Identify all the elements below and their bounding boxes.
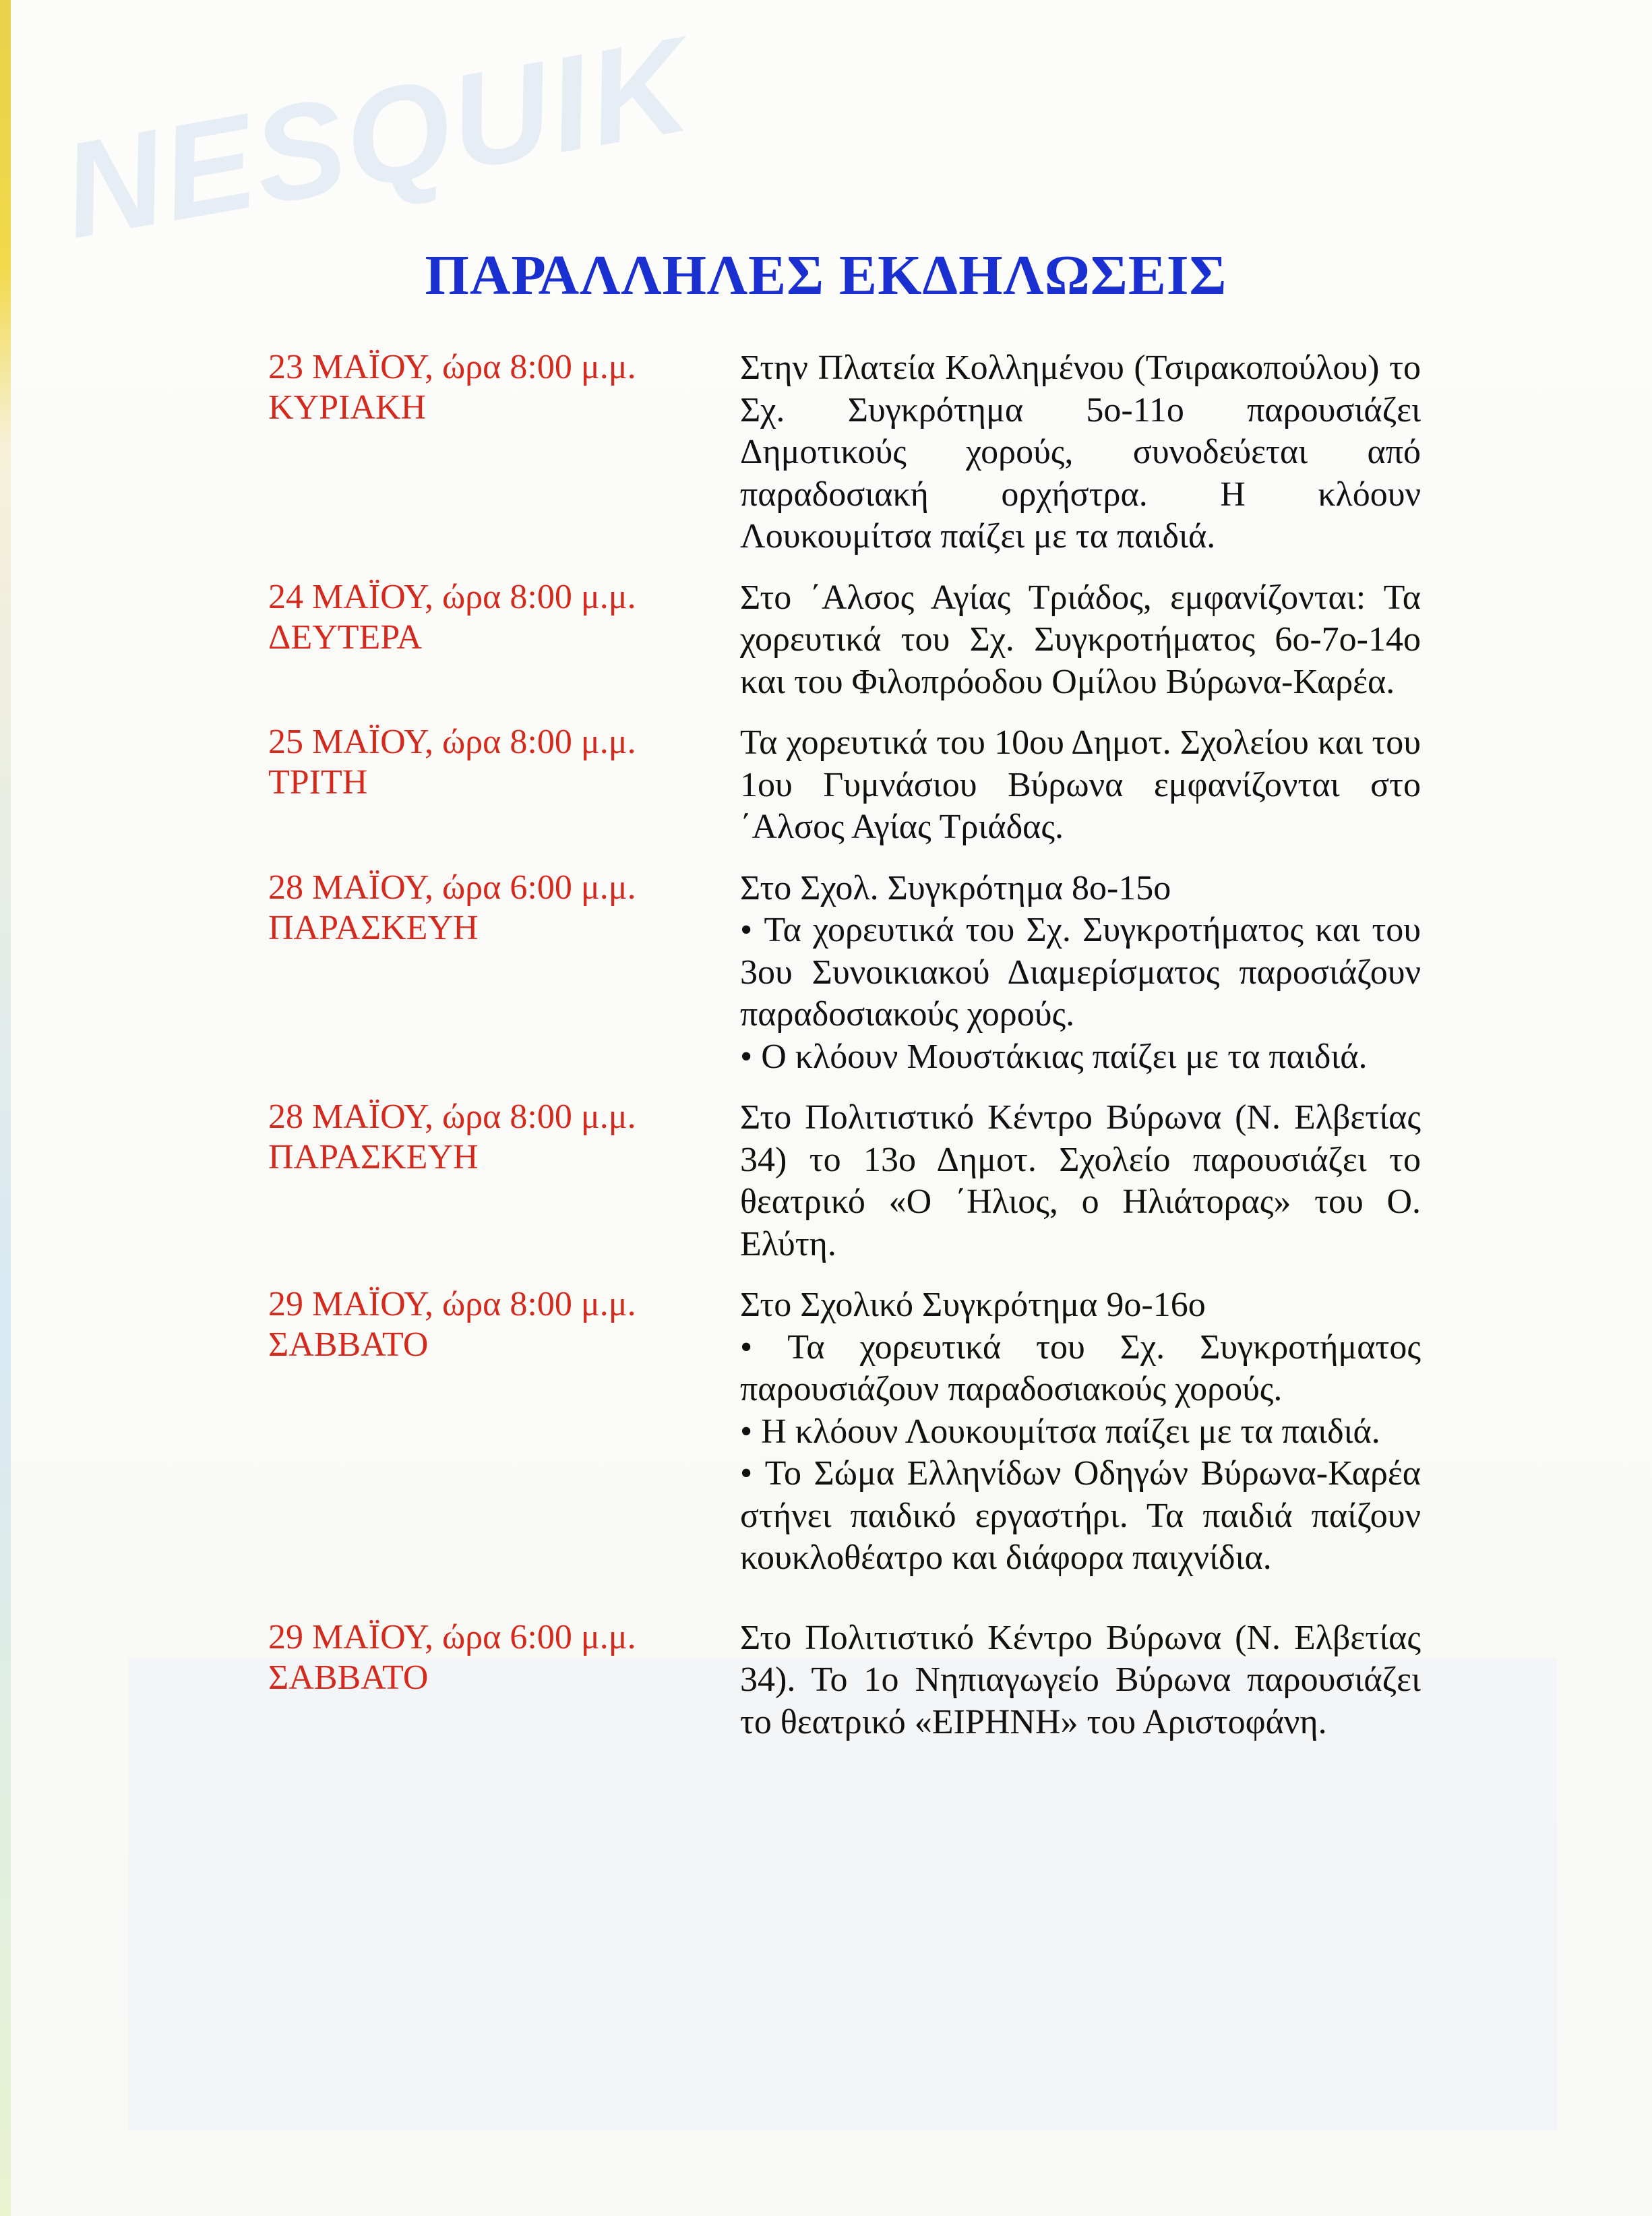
event-date: 23 ΜΑΪΟΥ, ώρα 8:00 μ.μ.: [268, 348, 636, 386]
event-day: ΔΕΥΤΕΡΑ: [268, 618, 423, 657]
event-when: [268, 722, 740, 849]
event-date: 29 ΜΑΪΟΥ, ώρα 6:00 μ.μ.: [268, 1617, 636, 1656]
event-paragraph: Στο Σχολικό Συγκρότημα 9ο-16ο: [740, 1286, 1206, 1324]
page-title: ΠΑΡΑΛΛΗΛΕΣ ΕΚΔΗΛΩΣΕΙΣ: [425, 244, 1227, 307]
event-when: [268, 1284, 740, 1580]
event-date: 29 ΜΑΪΟΥ, ώρα 8:00 μ.μ.: [268, 1285, 636, 1323]
event-description: [740, 1284, 1421, 1580]
event-description: [740, 1617, 1421, 1744]
event-description: [740, 577, 1421, 704]
brand-watermark: NESQUIK: [52, 9, 702, 267]
event-date: 25 ΜΑΪΟΥ, ώρα 8:00 μ.μ.: [268, 723, 636, 761]
event-paragraph: Στο ΄Αλσος Αγίας Τριάδος, εμφανίζονται: Τα χορευτικά του Σχ. Συγκροτήματος 6ο-7ο-14ο και του Φιλοπρόοδου Ομίλου Βύρωνα-Καρέα.: [740, 578, 1421, 701]
event-item: [268, 577, 1441, 704]
event-description: [740, 868, 1421, 1079]
event-item: [268, 347, 1441, 558]
event-bullet: • Το Σώμα Ελληνίδων Οδηγών Βύρωνα-Καρέα στήνει παιδικό εργαστήρι. Τα παιδιά παίζουν κουκλοθέατρο και διάφορα παιχνίδια.: [740, 1453, 1421, 1580]
event-paragraph: Στο Πολιτιστικό Κέντρο Βύρωνα (Ν. Ελβετίας 34). Το 1ο Νηπιαγωγείο Βύρωνα παρουσιάζει το θεατρικό «ΕΙΡΗΝΗ» του Αριστοφάνη.: [740, 1618, 1421, 1741]
event-day: ΤΡΙΤΗ: [268, 763, 368, 802]
page-edge-strip: [0, 0, 11, 2216]
event-when: [268, 868, 740, 1079]
event-description: [740, 722, 1421, 849]
event-item: [268, 1617, 1441, 1744]
event-paragraph: Στο Σχολ. Συγκρότημα 8ο-15ο: [740, 868, 1171, 907]
event-description: [740, 1097, 1421, 1265]
event-when: [268, 347, 740, 558]
event-date: 24 ΜΑΪΟΥ, ώρα 8:00 μ.μ.: [268, 577, 636, 616]
event-description: [740, 347, 1421, 558]
event-item: [268, 722, 1441, 849]
event-paragraph: Τα χορευτικά του 10ου Δημοτ. Σχολείου και του 1ου Γυμνάσιου Βύρωνα εμφανίζονται στο ΄Αλσος Αγίας Τριάδας.: [740, 723, 1421, 846]
event-bullet: • Τα χορευτικά του Σχ. Συγκροτήματος παρουσιάζουν παραδοσιακούς χορούς.: [740, 1327, 1421, 1411]
event-date: 28 ΜΑΪΟΥ, ώρα 8:00 μ.μ.: [268, 1098, 636, 1136]
event-item: [268, 1097, 1441, 1265]
event-item: [268, 868, 1441, 1079]
event-day: ΚΥΡΙΑΚΗ: [268, 388, 426, 427]
event-bullet: • Η κλόουν Λουκουμίτσα παίζει με τα παιδιά.: [740, 1411, 1421, 1454]
events-list: [268, 347, 1441, 1743]
event-when: [268, 1617, 740, 1744]
event-when: [268, 577, 740, 704]
event-day: ΣΑΒΒΑΤΟ: [268, 1658, 429, 1697]
event-item: [268, 1284, 1441, 1580]
event-day: ΠΑΡΑΣΚΕΥΗ: [268, 1138, 479, 1176]
event-bullet: • Ο κλόουν Μουστάκιας παίζει με τα παιδιά.: [740, 1036, 1421, 1079]
event-paragraph: Στο Πολιτιστικό Κέντρο Βύρωνα (Ν. Ελβετίας 34) το 13ο Δημοτ. Σχολείο παρουσιάζει το θεατρικό «Ο ΄Ηλιος, ο Ηλιάτορας» του Ο. Ελύτη.: [740, 1098, 1421, 1263]
event-when: [268, 1097, 740, 1265]
event-day: ΠΑΡΑΣΚΕΥΗ: [268, 908, 479, 947]
event-day: ΣΑΒΒΑΤΟ: [268, 1325, 429, 1364]
event-date: 28 ΜΑΪΟΥ, ώρα 6:00 μ.μ.: [268, 868, 636, 907]
event-bullet: • Τα χορευτικά του Σχ. Συγκροτήματος και του 3ου Συνοικιακού Διαμερίσματος παροσιάζουν παραδοσιακούς χορούς.: [740, 909, 1421, 1036]
event-paragraph: Στην Πλατεία Κολλημένου (Τσιρακοπούλου) το Σχ. Συγκρότημα 5ο-11ο παρουσιάζει Δημοτικούς χορούς, συνοδεύεται από παραδοσιακή ορχήστρα. Η κλόουν Λουκουμίτσα παίζει με τα παιδιά.: [740, 349, 1421, 556]
